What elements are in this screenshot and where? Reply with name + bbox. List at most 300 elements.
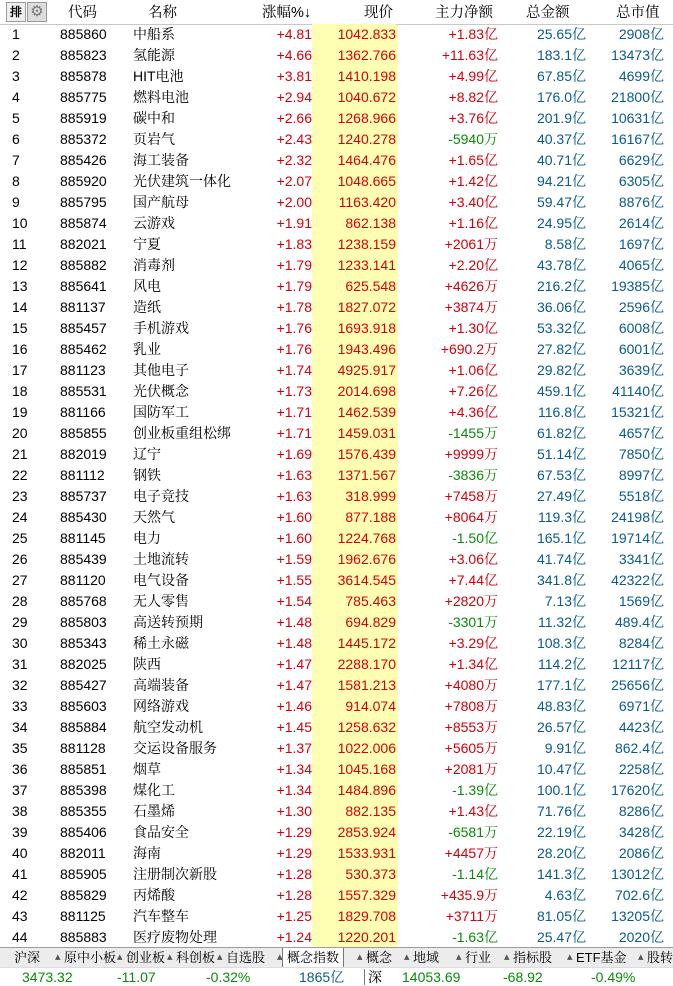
main-net-flow: +3874万: [444, 299, 498, 315]
change-pct: +1.60: [276, 530, 312, 546]
tab-separator-icon: ▴: [217, 951, 223, 963]
row-index: 36: [12, 761, 28, 777]
change-pct: +1.45: [276, 719, 312, 735]
current-price: 2853.924: [312, 822, 396, 843]
total-amount: 9.91亿: [544, 740, 586, 756]
table-row[interactable]: [0, 906, 673, 927]
row-index: 22: [12, 467, 28, 483]
row-index: 11: [12, 236, 27, 252]
sector-code: 885775: [60, 89, 107, 105]
main-net-flow: +1.16亿: [448, 215, 498, 231]
total-amount: 4.63亿: [544, 887, 586, 903]
main-net-flow: -3301万: [448, 614, 498, 630]
row-index: 5: [12, 110, 20, 126]
market-cap: 7850亿: [618, 446, 664, 462]
row-index: 23: [12, 488, 28, 504]
tab-2[interactable]: 创业板: [126, 950, 166, 965]
main-net-flow: +1.30亿: [448, 320, 498, 336]
current-price: 882.135: [312, 801, 396, 822]
market-cap: 489.4亿: [614, 614, 664, 630]
market-cap: 2908亿: [618, 26, 664, 42]
market-cap: 13473亿: [611, 47, 664, 63]
table-row[interactable]: [0, 213, 673, 234]
main-net-flow: +3.76亿: [448, 110, 498, 126]
table-row[interactable]: [0, 801, 673, 822]
tab-4[interactable]: 自选股: [226, 950, 266, 965]
change-pct: +4.66: [276, 47, 312, 63]
tab-separator-icon: ▴: [55, 951, 61, 963]
total-amount: 81.05亿: [536, 908, 586, 924]
table-row[interactable]: [0, 66, 673, 87]
change-pct: +1.34: [276, 782, 312, 798]
tab-3[interactable]: 科创板: [176, 950, 216, 965]
table-row[interactable]: [0, 549, 673, 570]
change-pct: +1.79: [276, 257, 312, 273]
total-amount: 114.2亿: [538, 656, 586, 672]
table-row[interactable]: [0, 696, 673, 717]
current-price: 318.999: [312, 486, 396, 507]
total-amount: 176.0亿: [536, 89, 586, 105]
total-amount: 67.85亿: [536, 68, 586, 84]
change-pct: +1.30: [276, 803, 312, 819]
sector-code: 885874: [60, 215, 107, 231]
sector-code: 882021: [60, 236, 107, 252]
table-row[interactable]: [0, 318, 673, 339]
current-price: 1022.006: [312, 738, 396, 759]
sort-button[interactable]: 排: [6, 2, 26, 22]
table-row[interactable]: [0, 150, 673, 171]
main-net-flow: +3.06亿: [448, 551, 498, 567]
sector-code: 885641: [60, 278, 107, 294]
sector-code: 885372: [60, 131, 107, 147]
market-cap: 19714亿: [611, 530, 664, 546]
table-row[interactable]: [0, 885, 673, 906]
current-price: 2288.170: [312, 654, 396, 675]
table-row[interactable]: [0, 360, 673, 381]
change-pct: +1.91: [276, 215, 312, 231]
row-index: 13: [12, 278, 28, 294]
market-cap: 16167亿: [611, 131, 664, 147]
sector-name: 海南: [133, 845, 161, 861]
table-row[interactable]: [0, 45, 673, 66]
tab-7[interactable]: 地域: [413, 950, 440, 965]
main-net-flow: +3.29亿: [448, 635, 498, 651]
change-pct: +1.71: [276, 404, 312, 420]
main-net-flow: -1.50亿: [452, 530, 498, 546]
sector-name: 手机游戏: [133, 320, 189, 336]
table-row[interactable]: [0, 234, 673, 255]
row-index: 26: [12, 551, 28, 567]
row-index: 18: [12, 383, 28, 399]
sector-name: 消毒剂: [133, 257, 175, 273]
tab-5[interactable]: 概念指数: [282, 948, 344, 967]
table-row[interactable]: [0, 255, 673, 276]
row-index: 14: [12, 299, 28, 315]
table-row[interactable]: [0, 276, 673, 297]
current-price: 1827.072: [312, 297, 396, 318]
market-cap: 862.4亿: [614, 740, 664, 756]
sector-name: 交运设备服务: [133, 740, 217, 756]
total-amount: 24.95亿: [536, 215, 586, 231]
main-net-flow: +1.34亿: [448, 656, 498, 672]
main-net-flow: +7458万: [444, 488, 498, 504]
table-row[interactable]: [0, 591, 673, 612]
tab-8[interactable]: 行业: [465, 950, 492, 965]
row-index: 30: [12, 635, 28, 651]
row-index: 19: [12, 404, 28, 420]
main-net-flow: -1.14亿: [452, 866, 498, 882]
current-price: 1240.278: [312, 129, 396, 150]
table-row[interactable]: [0, 192, 673, 213]
total-amount: 71.76亿: [536, 803, 586, 819]
sector-code: 885882: [60, 257, 107, 273]
sector-code: 885855: [60, 425, 107, 441]
total-amount: 48.83亿: [536, 698, 586, 714]
market-cap: 6971亿: [618, 698, 664, 714]
current-price: 1233.141: [312, 255, 396, 276]
current-price: 1042.833: [312, 24, 396, 45]
table-row[interactable]: [0, 822, 673, 843]
col-header-name[interactable]: 名称: [148, 5, 177, 21]
tab-separator-icon: ▴: [357, 951, 363, 963]
sector-name: 电子竞技: [133, 488, 189, 504]
current-price: 1163.420: [312, 192, 396, 213]
tab-6[interactable]: 概念: [366, 950, 393, 965]
main-net-flow: +2081万: [444, 761, 498, 777]
market-cap: 1697亿: [618, 236, 664, 252]
tab-separator-icon: ▴: [456, 951, 462, 963]
sector-code: 885878: [60, 68, 107, 84]
current-price: 1484.896: [312, 780, 396, 801]
market-cap: 24198亿: [611, 509, 664, 525]
sector-name: 稀土永磁: [133, 635, 189, 651]
table-row[interactable]: [0, 87, 673, 108]
total-amount: 43.78亿: [536, 257, 586, 273]
current-price: 1048.665: [312, 171, 396, 192]
total-amount: 28.20亿: [536, 845, 586, 861]
sector-code: 885829: [60, 887, 107, 903]
current-price: 1459.031: [312, 423, 396, 444]
row-index: 15: [12, 320, 28, 336]
change-pct: +1.83: [276, 236, 312, 252]
main-net-flow: +1.42亿: [448, 173, 498, 189]
total-amount: 25.65亿: [536, 26, 586, 42]
table-row[interactable]: [0, 738, 673, 759]
sector-name: 无人零售: [133, 593, 189, 609]
total-amount: 53.32亿: [536, 320, 586, 336]
sh-amount: 1865亿: [299, 969, 345, 985]
sector-name: 石墨烯: [133, 803, 175, 819]
sh-index-pct: -0.32%: [206, 969, 251, 985]
sh-index-change: -11.07: [117, 969, 156, 985]
sector-code: 885803: [60, 614, 107, 630]
change-pct: +1.46: [276, 698, 312, 714]
table-row[interactable]: [0, 381, 673, 402]
tab-11[interactable]: 股转: [647, 950, 673, 965]
gear-icon[interactable]: ⚙: [27, 2, 47, 22]
market-cap: 13012亿: [611, 866, 664, 882]
change-pct: +2.43: [276, 131, 312, 147]
table-row[interactable]: [0, 759, 673, 780]
market-cap: 3428亿: [618, 824, 664, 840]
current-price: 1576.439: [312, 444, 396, 465]
total-amount: 51.14亿: [536, 446, 586, 462]
sector-name: 电气设备: [133, 572, 189, 588]
tab-separator-icon: ▴: [567, 951, 573, 963]
sector-code: 885343: [60, 635, 107, 651]
table-row[interactable]: [0, 675, 673, 696]
sector-name: 食品安全: [133, 824, 189, 840]
row-index: 29: [12, 614, 28, 630]
current-price: 694.829: [312, 612, 396, 633]
market-cap: 6008亿: [618, 320, 664, 336]
main-net-flow: +3711万: [445, 908, 498, 924]
sector-code: 885905: [60, 866, 107, 882]
current-price: 530.373: [312, 864, 396, 885]
total-amount: 10.47亿: [536, 761, 586, 777]
table-row[interactable]: [0, 864, 673, 885]
change-pct: +1.63: [276, 467, 312, 483]
tab-separator-icon: ▴: [277, 951, 283, 963]
sz-index-change: -68.92: [503, 969, 543, 985]
main-net-flow: +1.43亿: [448, 803, 498, 819]
sector-name: 造纸: [133, 299, 161, 315]
row-index: 27: [12, 572, 28, 588]
sector-name: 煤化工: [133, 782, 175, 798]
row-index: 32: [12, 677, 28, 693]
table-row[interactable]: [0, 24, 673, 45]
total-amount: 119.3亿: [538, 509, 586, 525]
total-amount: 8.58亿: [544, 236, 586, 252]
current-price: 1533.931: [312, 843, 396, 864]
col-header-total-amount[interactable]: 总金额: [526, 5, 570, 21]
change-pct: +1.37: [276, 740, 312, 756]
row-index: 25: [12, 530, 28, 546]
table-row[interactable]: [0, 612, 673, 633]
change-pct: +1.59: [276, 551, 312, 567]
table-row[interactable]: [0, 444, 673, 465]
main-net-flow: +690.2万: [440, 341, 498, 357]
current-price: 1829.708: [312, 906, 396, 927]
col-header-change-pct-label: 涨幅%: [262, 5, 304, 21]
tab-9[interactable]: 指标股: [513, 950, 553, 965]
table-row[interactable]: [0, 528, 673, 549]
sector-name: 页岩气: [133, 131, 175, 147]
total-amount: 183.1亿: [536, 47, 586, 63]
sh-index-value: 3473.32: [22, 969, 73, 985]
market-cap: 17620亿: [611, 782, 664, 798]
market-cap: 25656亿: [611, 677, 664, 693]
change-pct: +1.24: [276, 929, 312, 945]
table-row[interactable]: [0, 339, 673, 360]
sector-code: 885768: [60, 593, 107, 609]
change-pct: +1.25: [276, 908, 312, 924]
sector-name: 电力: [133, 530, 161, 546]
main-net-flow: +2820万: [444, 593, 498, 609]
col-header-price[interactable]: 现价: [364, 5, 393, 21]
table-row[interactable]: [0, 654, 673, 675]
market-cap: 1569亿: [618, 593, 664, 609]
sector-code: 882011: [60, 845, 106, 861]
sector-code: 881123: [60, 362, 106, 378]
sector-name: 其他电子: [133, 362, 189, 378]
table-row[interactable]: [0, 843, 673, 864]
table-row[interactable]: [0, 297, 673, 318]
current-price: 1238.159: [312, 234, 396, 255]
sector-name: 云游戏: [133, 215, 175, 231]
main-net-flow: +435.9万: [440, 887, 498, 903]
sector-name: 钢铁: [133, 467, 161, 483]
sector-name: 燃料电池: [133, 89, 189, 105]
main-net-flow: -1455万: [448, 425, 498, 441]
row-index: 6: [12, 131, 20, 147]
market-cap: 6001亿: [618, 341, 664, 357]
total-amount: 22.19亿: [536, 824, 586, 840]
col-header-main-net[interactable]: 主力净额: [435, 5, 493, 21]
col-header-change-pct[interactable]: [262, 4, 311, 22]
sector-code: 885883: [60, 929, 107, 945]
sector-code: 885795: [60, 194, 107, 210]
col-header-code[interactable]: 代码: [68, 5, 97, 21]
sector-code: 885737: [60, 488, 107, 504]
table-row[interactable]: [0, 108, 673, 129]
current-price: 1445.172: [312, 633, 396, 654]
sector-code: 885406: [60, 824, 107, 840]
sort-desc-icon: ↓: [303, 5, 312, 21]
sector-name: 网络游戏: [133, 698, 189, 714]
main-net-flow: +7808万: [444, 698, 498, 714]
sector-code: 882019: [60, 446, 107, 462]
row-index: 40: [12, 845, 28, 861]
sector-code: 885919: [60, 110, 107, 126]
sector-code: 881128: [60, 740, 106, 756]
col-header-market-cap[interactable]: 总市值: [616, 5, 660, 21]
table-row[interactable]: [0, 570, 673, 591]
sector-name: 高端装备: [133, 677, 189, 693]
sector-code: 885427: [60, 677, 107, 693]
main-net-flow: +7.26亿: [448, 383, 498, 399]
main-net-flow: +8553万: [444, 719, 498, 735]
market-cap: 2258亿: [618, 761, 664, 777]
market-cap: 19385亿: [611, 278, 664, 294]
market-cap: 4423亿: [618, 719, 664, 735]
sector-name: 高送转预期: [133, 614, 203, 630]
tab-0[interactable]: 沪深: [14, 950, 41, 965]
status-divider: [364, 969, 365, 985]
change-pct: +1.47: [276, 656, 312, 672]
main-net-flow: -6581万: [448, 824, 498, 840]
sector-name: 辽宁: [133, 446, 161, 462]
change-pct: +1.74: [276, 362, 312, 378]
total-amount: 67.53亿: [536, 467, 586, 483]
current-price: 1581.213: [312, 675, 396, 696]
sector-name: 天然气: [133, 509, 175, 525]
table-row[interactable]: [0, 780, 673, 801]
sector-code: 885851: [60, 761, 107, 777]
table-row[interactable]: [0, 402, 673, 423]
market-cap: 8286亿: [618, 803, 664, 819]
main-net-flow: -5940万: [448, 131, 498, 147]
change-pct: +4.81: [276, 26, 312, 42]
row-index: 37: [12, 782, 28, 798]
sector-code: 885860: [60, 26, 107, 42]
table-row[interactable]: [0, 486, 673, 507]
market-cap: 3639亿: [618, 362, 664, 378]
main-net-flow: +9999万: [444, 446, 498, 462]
row-index: 9: [12, 194, 20, 210]
market-cap: 4065亿: [618, 257, 664, 273]
sector-name: 烟草: [133, 761, 161, 777]
total-amount: 100.1亿: [536, 782, 586, 798]
table-row[interactable]: [0, 423, 673, 444]
market-cap: 4657亿: [618, 425, 664, 441]
current-price: 1943.496: [312, 339, 396, 360]
main-net-flow: +8064万: [444, 509, 498, 525]
table-row[interactable]: [0, 129, 673, 150]
row-index: 44: [12, 929, 28, 945]
current-price: 1040.672: [312, 87, 396, 108]
sector-name: 风电: [133, 278, 161, 294]
current-price: 3614.545: [312, 570, 396, 591]
total-amount: 27.49亿: [536, 488, 586, 504]
current-price: 1224.768: [312, 528, 396, 549]
table-row[interactable]: [0, 465, 673, 486]
sector-code: 881125: [60, 908, 106, 924]
sector-name: 碳中和: [133, 110, 175, 126]
table-row[interactable]: [0, 633, 673, 654]
sector-code: 885884: [60, 719, 107, 735]
sector-code: 885531: [60, 383, 107, 399]
sector-name: 海工装备: [133, 152, 189, 168]
change-pct: +1.48: [276, 635, 312, 651]
tab-1[interactable]: 原中小板: [64, 950, 117, 965]
change-pct: +1.29: [276, 845, 312, 861]
sector-code: 885439: [60, 551, 107, 567]
current-price: 1962.676: [312, 549, 396, 570]
row-index: 1: [12, 26, 20, 42]
total-amount: 116.8亿: [538, 404, 586, 420]
total-amount: 141.3亿: [536, 866, 586, 882]
tab-10[interactable]: ETF基金: [576, 950, 627, 965]
row-index: 33: [12, 698, 28, 714]
total-amount: 7.13亿: [544, 593, 586, 609]
sector-name: 国产航母: [133, 194, 189, 210]
table-row[interactable]: [0, 171, 673, 192]
sector-name: 医疗废物处理: [133, 929, 217, 945]
current-price: 2014.698: [312, 381, 396, 402]
sector-code: 885462: [60, 341, 107, 357]
sector-name: 中船系: [133, 26, 175, 42]
total-amount: 459.1亿: [536, 383, 586, 399]
main-net-flow: +4626万: [444, 278, 498, 294]
table-row[interactable]: [0, 507, 673, 528]
change-pct: +1.73: [276, 383, 312, 399]
sector-code: 885457: [60, 320, 107, 336]
main-net-flow: +8.82亿: [448, 89, 498, 105]
sector-code: 885355: [60, 803, 107, 819]
row-index: 21: [12, 446, 28, 462]
main-net-flow: +2061万: [444, 236, 498, 252]
table-row[interactable]: [0, 717, 673, 738]
row-index: 10: [12, 215, 28, 231]
change-pct: +2.00: [276, 194, 312, 210]
change-pct: +1.34: [276, 761, 312, 777]
row-index: 17: [12, 362, 28, 378]
total-amount: 216.2亿: [536, 278, 586, 294]
table-row[interactable]: [0, 927, 673, 948]
row-index: 41: [12, 866, 28, 882]
current-price: 785.463: [312, 591, 396, 612]
